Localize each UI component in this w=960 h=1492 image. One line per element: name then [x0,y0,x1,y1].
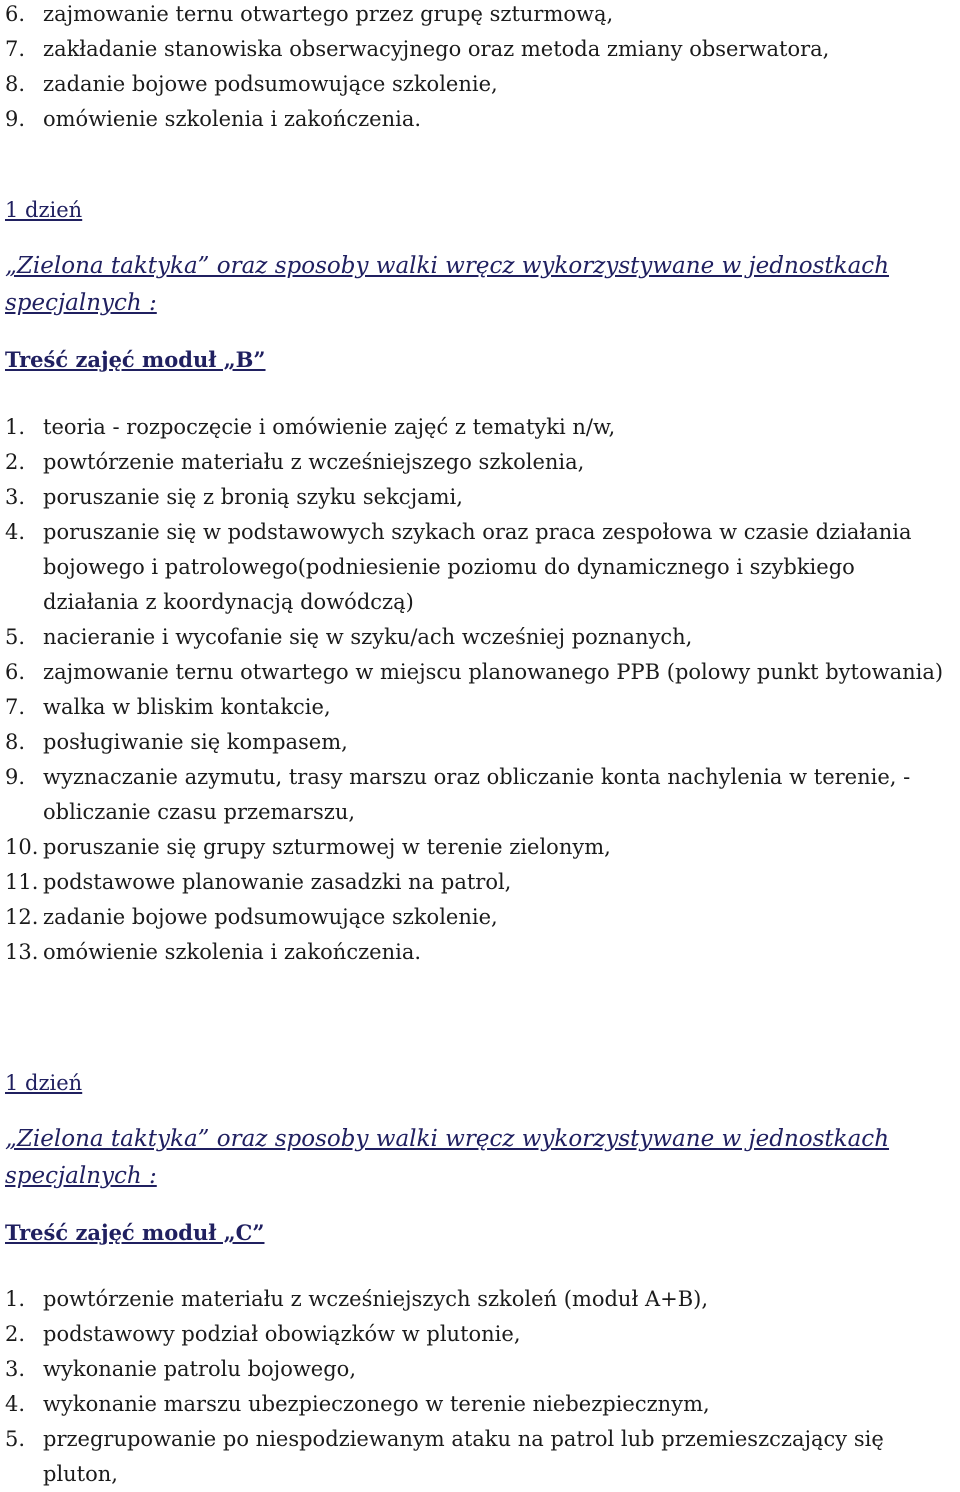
item-number: 3. [5,1357,26,1381]
list-item [0,935,960,970]
item-text: walka w bliskim kontakcie, [43,695,331,719]
item-number: 4. [5,520,26,544]
item-text: zadanie bojowe podsumowujące szkolenie, [43,905,498,929]
item-text: podstawowy podział obowiązków w plutonie, [43,1322,521,1346]
item-text: omówienie szkolenia i zakończenia. [43,940,422,964]
item-text: powtórzenie materiału z wcześniejszego szkolenia, [43,450,585,474]
item-text: posługiwanie się kompasem, [43,730,348,754]
item-text: wykonanie marszu ubezpieczonego w terenie niebezpiecznym, [43,1392,710,1416]
section-c-list [0,1282,960,1492]
section-b-list [0,410,960,970]
list-item [0,32,960,67]
list-item [0,865,960,900]
item-number: 7. [5,37,26,61]
item-text: poruszanie się z bronią szyku sekcjami, [43,485,463,509]
item-number: 5. [5,625,26,649]
list-item [0,830,960,865]
item-number: 5. [5,1427,26,1451]
item-text: omówienie szkolenia i zakończenia. [43,107,422,131]
list-item [0,1422,960,1492]
item-number: 7. [5,695,26,719]
list-item [0,515,960,620]
list-item [0,725,960,760]
list-item [0,1352,960,1387]
section-b-title: „Zielona taktyka” oraz sposoby walki wręcz wykorzystywane w jednostkach specjalnych : [5,253,890,316]
section-b-module-heading: Treść zajęć moduł „B” [5,347,266,372]
section-c-module-heading: Treść zajęć moduł „C” [5,1220,265,1245]
item-number: 8. [5,730,26,754]
list-item [0,0,960,32]
item-text: zadanie bojowe podsumowujące szkolenie, [43,72,498,96]
list-item [0,690,960,725]
item-number: 3. [5,485,26,509]
item-number: 11. [5,870,39,894]
item-text: zakładanie stanowiska obserwacyjnego oraz metoda zmiany obserwatora, [43,37,830,61]
item-number: 9. [5,107,26,131]
item-number: 2. [5,1322,26,1346]
item-number: 13. [5,940,39,964]
list-item [0,102,960,137]
list-item [0,760,960,830]
item-number: 6. [5,2,26,26]
list-item [0,1387,960,1422]
item-number: 4. [5,1392,26,1416]
list-item [0,1317,960,1352]
item-text: poruszanie się grupy szturmowej w terenie zielonym, [43,835,611,859]
list-item [0,480,960,515]
item-text: teoria - rozpoczęcie i omówienie zajęć z tematyki n/w, [43,415,616,439]
list-item [0,67,960,102]
item-number: 6. [5,660,26,684]
item-text: poruszanie się w podstawowych szykach oraz praca zespołowa w czasie działania bojowego i patrolowego(podniesienie poziomu do dynamicznego i szybkiego działania z koordynacją dowódczą) [43,520,912,614]
section-c-title: „Zielona taktyka” oraz sposoby walki wręcz wykorzystywane w jednostkach specjalnych : [5,1126,890,1189]
item-text: nacieranie i wycofanie się w szyku/ach wcześniej poznanych, [43,625,693,649]
list-item [0,1282,960,1317]
item-number: 10. [5,835,39,859]
item-number: 1. [5,415,26,439]
item-number: 8. [5,72,26,96]
item-text: przegrupowanie po niespodziewanym ataku na patrol lub przemieszczający się pluton, [43,1427,884,1486]
top-list [0,0,960,137]
section-c-day-heading: 1 dzień [5,1071,83,1095]
list-item [0,620,960,655]
item-text: zajmowanie ternu otwartego przez grupę szturmową, [43,2,614,26]
item-number: 9. [5,765,26,789]
item-text: wyznaczanie azymutu, trasy marszu oraz obliczanie konta nachylenia w terenie, - obliczanie czasu przemarszu, [43,765,911,824]
item-number: 2. [5,450,26,474]
list-item [0,655,960,690]
section-b-day-heading: 1 dzień [5,198,83,222]
item-text: wykonanie patrolu bojowego, [43,1357,357,1381]
item-number: 12. [5,905,39,929]
item-number: 1. [5,1287,26,1311]
item-text: zajmowanie ternu otwartego w miejscu planowanego PPB (polowy punkt bytowania) [43,660,944,684]
list-item [0,410,960,445]
list-item [0,445,960,480]
list-item [0,900,960,935]
item-text: powtórzenie materiału z wcześniejszych szkoleń (moduł A+B), [43,1287,709,1311]
item-text: podstawowe planowanie zasadzki na patrol, [43,870,512,894]
